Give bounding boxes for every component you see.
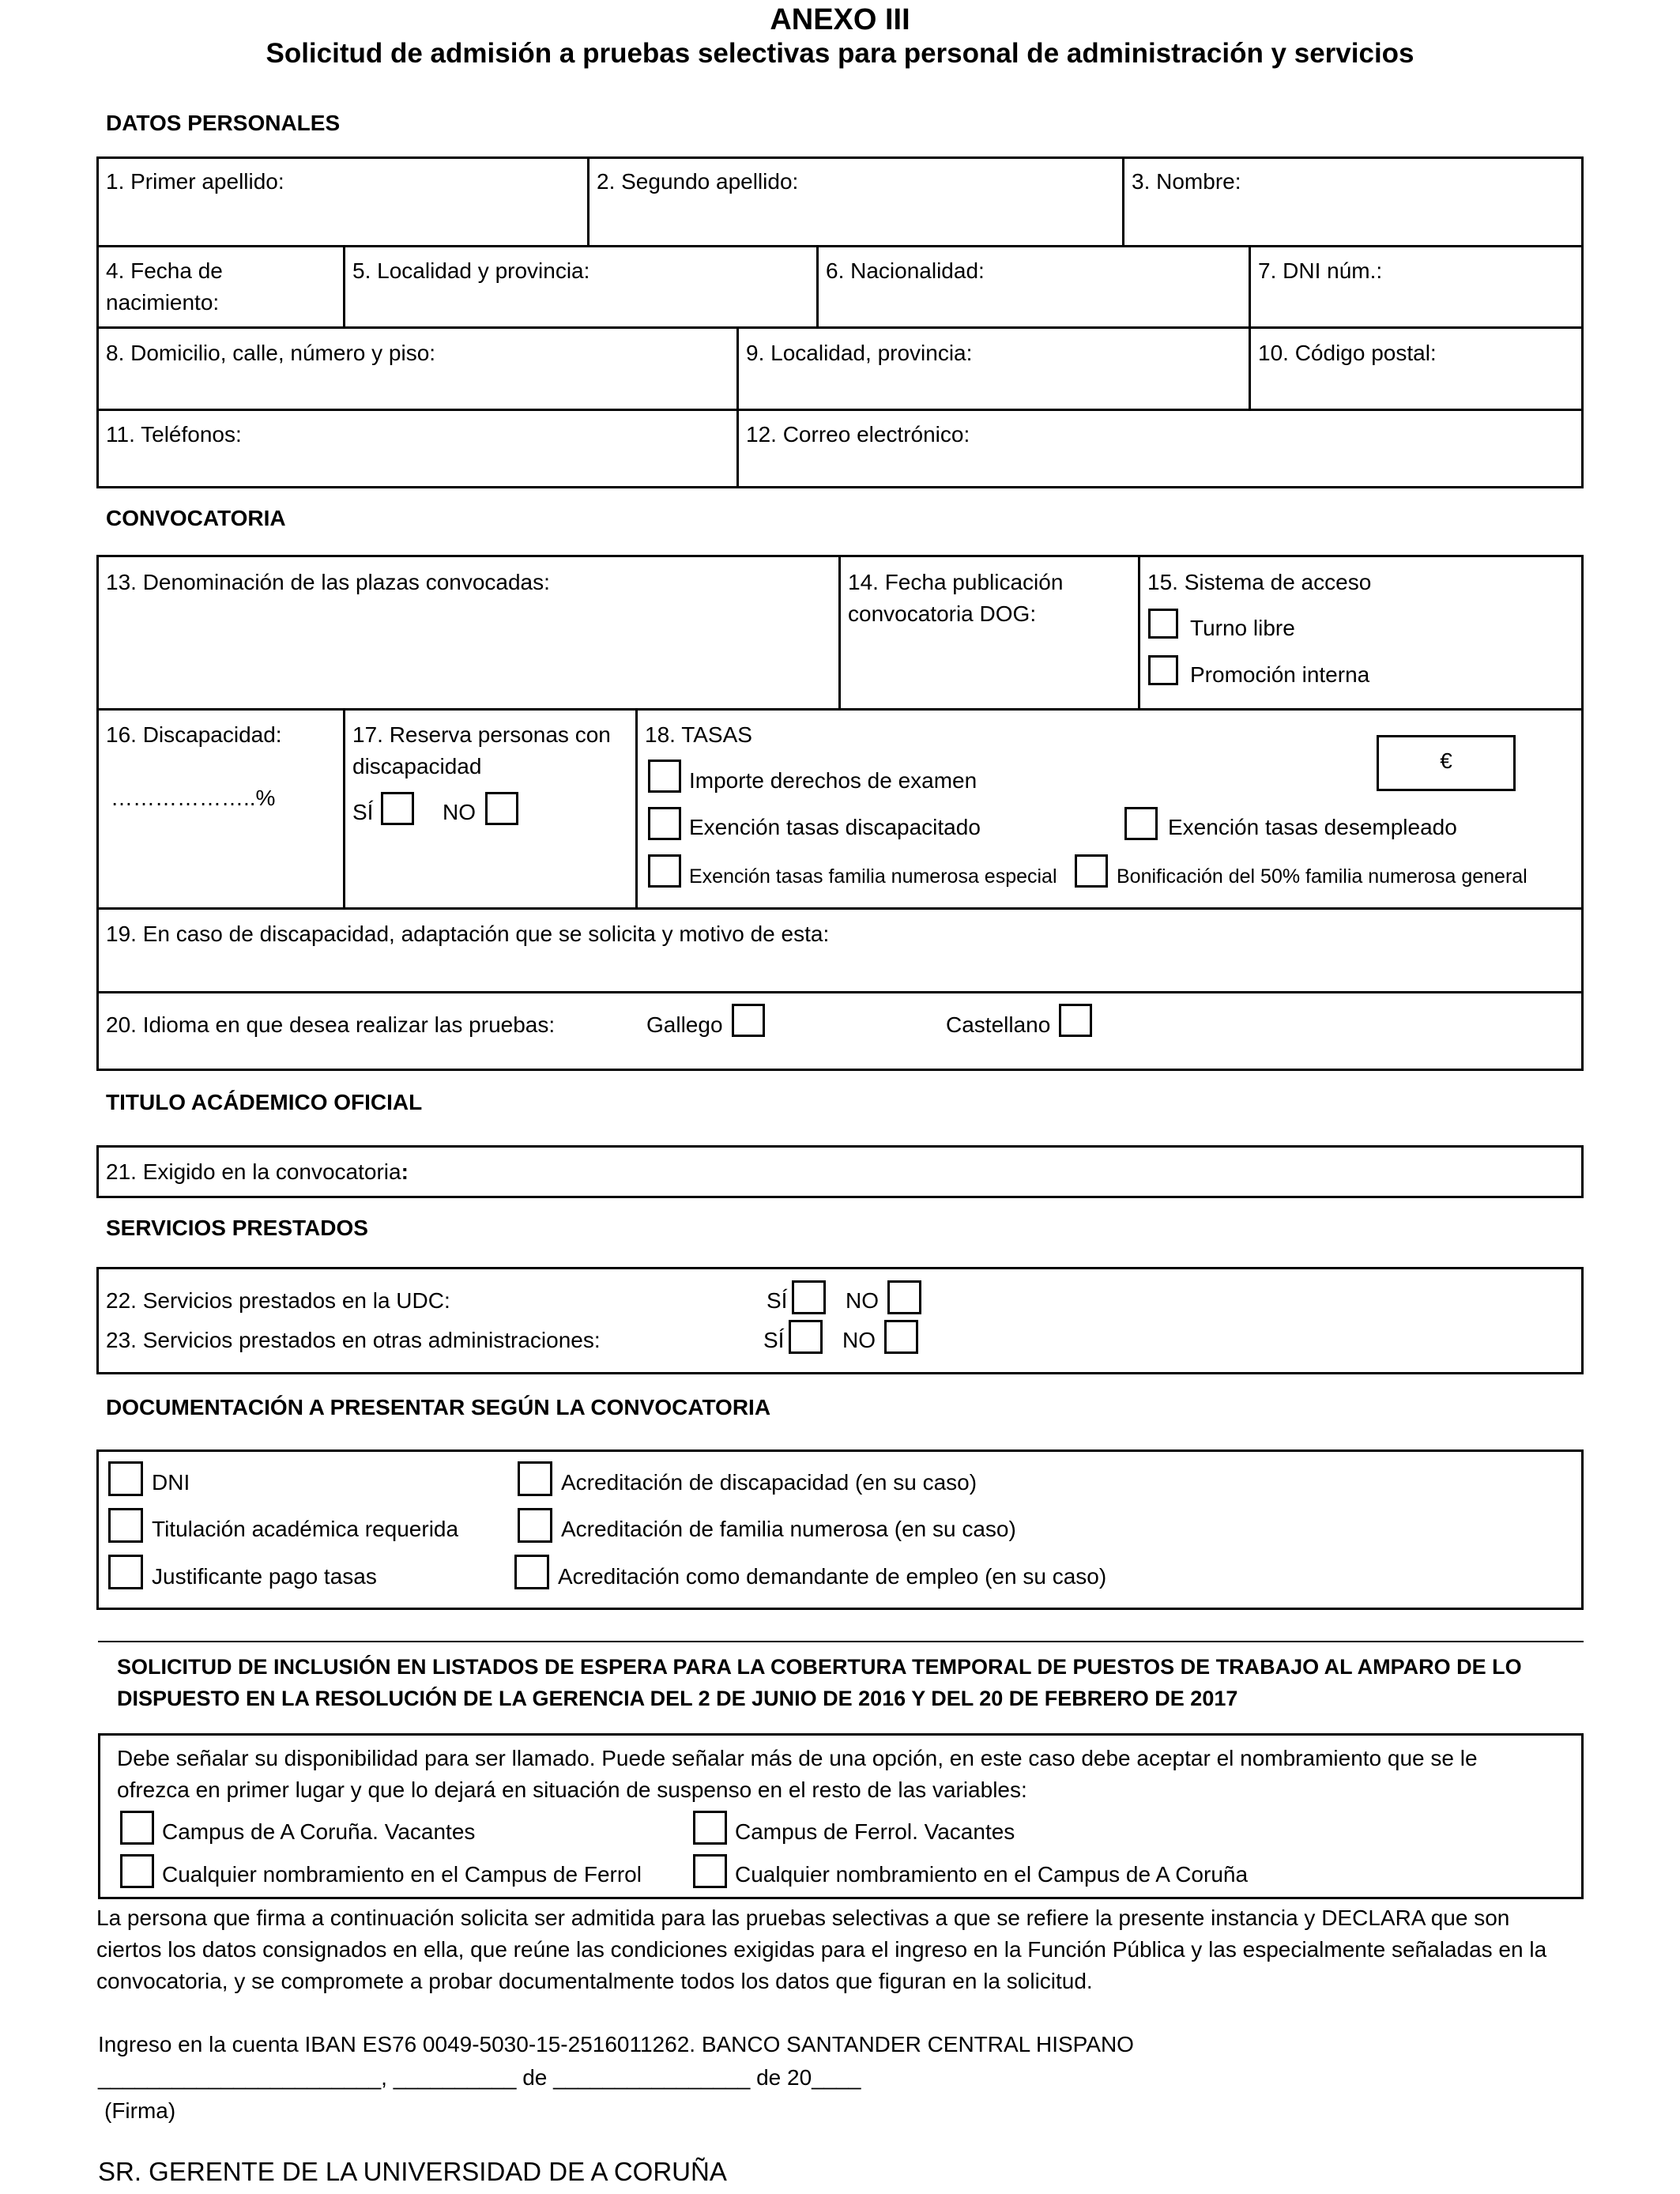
section-heading-titulo: TITULO ACÁDEMICO OFICIAL bbox=[106, 1090, 423, 1114]
importe-euro-input[interactable] bbox=[1377, 735, 1516, 791]
field-localidad-provincia[interactable]: 5. Localidad y provincia: bbox=[352, 258, 590, 283]
label-acred-familia: Acreditación de familia numerosa (en su caso) bbox=[561, 1517, 1016, 1541]
field-fecha-nacimiento-cont: nacimiento: bbox=[106, 290, 220, 315]
checkbox-justificante[interactable] bbox=[108, 1555, 143, 1589]
field-fecha-publicacion[interactable]: 14. Fecha publicación bbox=[848, 570, 1064, 594]
field-codigo-postal[interactable]: 10. Código postal: bbox=[1258, 341, 1437, 365]
divider bbox=[96, 991, 1584, 993]
label-otras-no: NO bbox=[842, 1328, 876, 1352]
divider bbox=[96, 245, 1584, 247]
label-promocion-interna: Promoción interna bbox=[1190, 662, 1370, 687]
euro-symbol: € bbox=[1440, 748, 1452, 773]
label-exencion-desempleado: Exención tasas desempleado bbox=[1168, 815, 1457, 839]
document-subtitle: Solicitud de admisión a pruebas selectivas para personal de administración y servicios bbox=[266, 38, 1414, 69]
checkbox-importe-derechos[interactable] bbox=[648, 760, 681, 793]
field-correo[interactable]: 12. Correo electrónico: bbox=[746, 422, 970, 447]
section-heading-documentacion: DOCUMENTACIÓN A PRESENTAR SEGÚN LA CONVOCATORIA bbox=[106, 1395, 771, 1419]
checkbox-turno-libre[interactable] bbox=[1148, 609, 1178, 639]
field-titulo-exigido-label: 21. Exigido en la convocatoria bbox=[106, 1159, 401, 1184]
field-domicilio[interactable]: 8. Domicilio, calle, número y piso: bbox=[106, 341, 436, 365]
firma-label: (Firma) bbox=[104, 2098, 176, 2123]
checkbox-exencion-desempleado[interactable] bbox=[1124, 807, 1158, 840]
field-titulo-exigido[interactable] bbox=[106, 1156, 409, 1188]
divider bbox=[838, 555, 841, 709]
field-primer-apellido[interactable]: 1. Primer apellido: bbox=[106, 169, 284, 194]
checkbox-reserva-si[interactable] bbox=[381, 792, 414, 825]
field-tasas: 18. TASAS bbox=[645, 722, 752, 747]
section-heading-servicios: SERVICIOS PRESTADOS bbox=[106, 1216, 368, 1240]
destinatario: SR. GERENTE DE LA UNIVERSIDAD DE A CORUÑA bbox=[98, 2157, 727, 2186]
label-dni: DNI bbox=[152, 1470, 190, 1495]
label-ferrol-vacantes: Campus de Ferrol. Vacantes bbox=[735, 1819, 1015, 1844]
checkbox-bonificacion[interactable] bbox=[1075, 854, 1108, 888]
field-telefonos[interactable]: 11. Teléfonos: bbox=[106, 422, 242, 447]
label-importe-derechos: Importe derechos de examen bbox=[689, 768, 977, 793]
label-titulacion: Titulación académica requerida bbox=[152, 1517, 459, 1541]
declaracion-line2: ciertos los datos consignados en ella, que reúne las condiciones exigidas para el ingreso en la Función Pública y las especialmente señaladas en la bbox=[96, 1937, 1547, 1962]
field-idioma: 20. Idioma en que desea realizar las pruebas: bbox=[106, 1012, 556, 1037]
checkbox-coruna-vacantes[interactable] bbox=[120, 1811, 154, 1845]
checkbox-acred-familia[interactable] bbox=[518, 1508, 552, 1543]
field-denominacion-plazas[interactable]: 13. Denominación de las plazas convocadas: bbox=[106, 570, 550, 594]
checkbox-cualquier-ferrol[interactable] bbox=[120, 1854, 154, 1888]
label-gallego: Gallego bbox=[646, 1012, 723, 1037]
label-exencion-discapacitado: Exención tasas discapacitado bbox=[689, 815, 981, 839]
field-titulo-exigido-colon: : bbox=[401, 1159, 409, 1184]
field-adaptacion[interactable]: 19. En caso de discapacidad, adaptación que se solicita y motivo de esta: bbox=[106, 922, 830, 946]
section-heading-datos-personales: DATOS PERSONALES bbox=[106, 111, 341, 135]
field-sistema-acceso: 15. Sistema de acceso bbox=[1147, 570, 1372, 594]
separator-line bbox=[98, 1641, 1584, 1642]
checkbox-castellano[interactable] bbox=[1059, 1004, 1092, 1037]
label-exencion-familia: Exención tasas familia numerosa especial bbox=[689, 865, 1057, 888]
field-localidad-provincia-2[interactable]: 9. Localidad, provincia: bbox=[746, 341, 973, 365]
ingreso-cuenta: Ingreso en la cuenta IBAN ES76 0049-5030-15-2516011262. BANCO SANTANDER CENTRAL HISPANO bbox=[98, 2032, 1134, 2056]
label-reserva-si: SÍ bbox=[352, 800, 374, 824]
checkbox-udc-no[interactable] bbox=[887, 1280, 921, 1314]
fecha-lugar-line[interactable]: _______________________, __________ de ________________ de 20____ bbox=[98, 2065, 861, 2090]
divider bbox=[635, 708, 638, 908]
checkbox-reserva-no[interactable] bbox=[485, 792, 518, 825]
label-cualquier-coruna: Cualquier nombramiento en el Campus de A Coruña bbox=[735, 1862, 1249, 1887]
field-servicios-otras: 23. Servicios prestados en otras administraciones: bbox=[106, 1328, 601, 1352]
field-segundo-apellido[interactable]: 2. Segundo apellido: bbox=[597, 169, 799, 194]
servicios-table bbox=[96, 1267, 1584, 1374]
field-nombre[interactable]: 3. Nombre: bbox=[1132, 169, 1241, 194]
divider bbox=[1138, 555, 1140, 709]
field-reserva-discapacidad-cont: discapacidad bbox=[352, 754, 482, 778]
checkbox-dni[interactable] bbox=[108, 1461, 143, 1496]
label-acred-demandante: Acreditación como demandante de empleo (en su caso) bbox=[558, 1564, 1107, 1589]
field-discapacidad[interactable]: 16. Discapacidad: bbox=[106, 722, 282, 747]
divider bbox=[96, 409, 1584, 411]
checkbox-udc-si[interactable] bbox=[792, 1280, 826, 1314]
listados-intro-line1: Debe señalar su disponibilidad para ser llamado. Puede señalar más de una opción, en este caso debe aceptar el nombramiento que se le bbox=[117, 1746, 1478, 1770]
checkbox-exencion-familia[interactable] bbox=[648, 854, 681, 888]
label-udc-si: SÍ bbox=[767, 1288, 788, 1313]
label-castellano: Castellano bbox=[946, 1012, 1051, 1037]
checkbox-cualquier-coruna[interactable] bbox=[693, 1854, 727, 1888]
document-title: ANEXO III bbox=[770, 3, 910, 36]
divider bbox=[343, 245, 345, 327]
field-fecha-nacimiento[interactable]: 4. Fecha de bbox=[106, 258, 223, 283]
field-servicios-udc: 22. Servicios prestados en la UDC: bbox=[106, 1288, 450, 1313]
divider bbox=[96, 326, 1584, 329]
checkbox-gallego[interactable] bbox=[732, 1004, 765, 1037]
field-nacionalidad[interactable]: 6. Nacionalidad: bbox=[826, 258, 985, 283]
divider bbox=[343, 708, 345, 908]
checkbox-acred-demandante[interactable] bbox=[514, 1555, 549, 1589]
field-fecha-publicacion-cont: convocatoria DOG: bbox=[848, 601, 1037, 626]
label-udc-no: NO bbox=[846, 1288, 879, 1313]
declaracion-line1: La persona que firma a continuación solicita ser admitida para las pruebas selectivas a que se refiere la presente instancia y DECLARA que son bbox=[96, 1906, 1510, 1930]
checkbox-promocion-interna[interactable] bbox=[1148, 655, 1178, 685]
field-discapacidad-porcentaje[interactable]: ………………..% bbox=[111, 786, 276, 810]
divider bbox=[736, 326, 739, 488]
field-dni[interactable]: 7. DNI núm.: bbox=[1258, 258, 1383, 283]
label-coruna-vacantes: Campus de A Coruña. Vacantes bbox=[162, 1819, 476, 1844]
divider bbox=[1122, 156, 1124, 246]
field-reserva-discapacidad: 17. Reserva personas con bbox=[352, 722, 611, 747]
label-cualquier-ferrol: Cualquier nombramiento en el Campus de Ferrol bbox=[162, 1862, 642, 1887]
label-justificante: Justificante pago tasas bbox=[152, 1564, 377, 1589]
label-bonificacion: Bonificación del 50% familia numerosa general bbox=[1117, 865, 1527, 888]
section-heading-convocatoria: CONVOCATORIA bbox=[106, 506, 286, 530]
label-turno-libre: Turno libre bbox=[1190, 616, 1295, 640]
divider bbox=[816, 245, 819, 327]
divider bbox=[587, 156, 590, 246]
listados-heading-line1: SOLICITUD DE INCLUSIÓN EN LISTADOS DE ESPERA PARA LA COBERTURA TEMPORAL DE PUESTOS DE TRABAJO AL AMPARO DE LO bbox=[117, 1655, 1522, 1679]
listados-heading-line2: DISPUESTO EN LA RESOLUCIÓN DE LA GERENCIA DEL 2 DE JUNIO DE 2016 Y DEL 20 DE FEBRERO DE 2017 bbox=[117, 1687, 1238, 1710]
listados-intro-line2: ofrezca en primer lugar y que lo dejará en situación de suspenso en el resto de las variables: bbox=[117, 1777, 1027, 1802]
divider bbox=[96, 907, 1584, 910]
label-reserva-no: NO bbox=[443, 800, 476, 824]
checkbox-exencion-discapacitado[interactable] bbox=[648, 807, 681, 840]
checkbox-acred-discapacidad[interactable] bbox=[518, 1461, 552, 1496]
checkbox-otras-no[interactable] bbox=[884, 1320, 918, 1354]
checkbox-otras-si[interactable] bbox=[789, 1320, 823, 1354]
divider bbox=[1249, 245, 1251, 409]
label-otras-si: SÍ bbox=[763, 1328, 785, 1352]
label-acred-discapacidad: Acreditación de discapacidad (en su caso) bbox=[561, 1470, 977, 1495]
declaracion-line3: convocatoria, y se compromete a probar documentalmente todos los datos que figuran en la solicitud. bbox=[96, 1969, 1093, 1993]
checkbox-titulacion[interactable] bbox=[108, 1508, 143, 1543]
checkbox-ferrol-vacantes[interactable] bbox=[693, 1811, 727, 1845]
